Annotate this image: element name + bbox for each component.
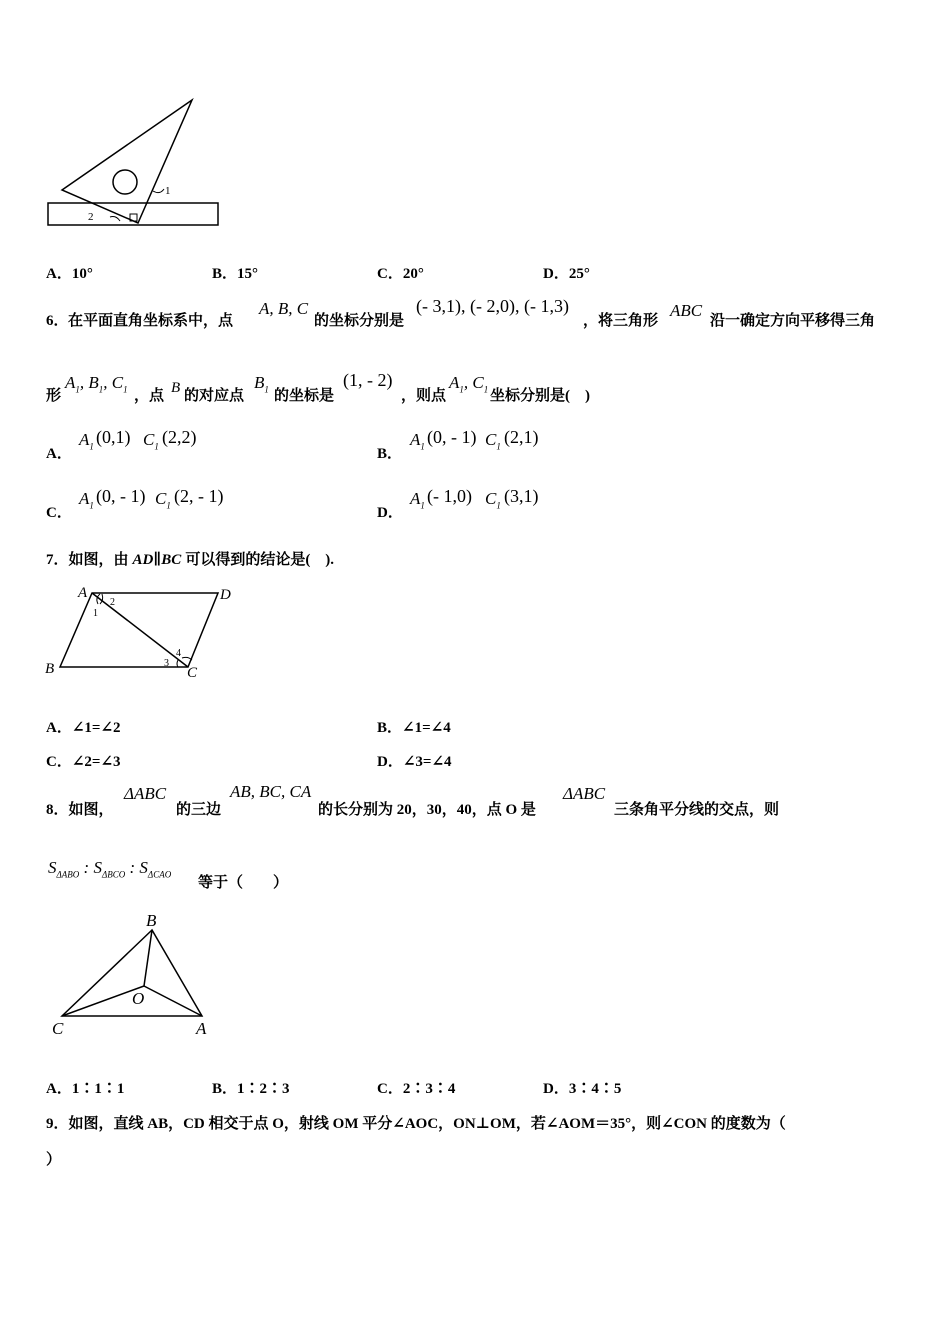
q8-option-a[interactable]: A．1∶1∶1 bbox=[46, 1081, 125, 1097]
point-o-label: O bbox=[132, 989, 145, 1008]
vertex-a-label: A bbox=[196, 1019, 207, 1038]
q5-option-a[interactable]: A．10° bbox=[46, 266, 93, 282]
q6-option-a[interactable]: A． $A_1$ (0,1) $C_1$ (2,2) bbox=[46, 427, 197, 462]
q5-option-d[interactable]: D．25° bbox=[543, 266, 590, 282]
q8-figure bbox=[40, 912, 230, 1042]
q6-option-d[interactable]: D． $A_1$ (- 1,0) $C_1$ (3,1) bbox=[377, 486, 539, 521]
angle-2-arc bbox=[110, 217, 120, 222]
angle-1-label: 1 bbox=[93, 608, 98, 619]
vertex-b-label: B bbox=[146, 912, 157, 930]
segment-ob bbox=[144, 930, 152, 986]
q8-option-b[interactable]: B．1∶2∶3 bbox=[212, 1081, 290, 1097]
q8-option-c[interactable]: C．2∶3∶4 bbox=[377, 1081, 456, 1097]
vertex-b-label: B bbox=[45, 661, 55, 677]
angle-2-label: 2 bbox=[88, 211, 94, 223]
diagonal-ac bbox=[92, 593, 188, 667]
q6-stem-line2: 形 $A_1$, $B_1$, $C_1$ ，点 B 的对应点 $B_1$ 的坐标是 (1, - 2) ，则点 $A_1$, $C_1$ 坐标分别是( ) bbox=[46, 370, 590, 404]
triangle-hole bbox=[113, 170, 137, 194]
q8-stem-line2: $S_{\Delta ABO}$ : $S_{\Delta BCO}$ : $S_{\Delta CAO}$ 等于（ ） bbox=[48, 858, 289, 891]
vertex-d-label: D bbox=[220, 587, 231, 603]
q7-figure bbox=[40, 580, 240, 685]
q7-option-b[interactable]: B．∠1=∠4 bbox=[377, 720, 451, 736]
angle-1-label: 1 bbox=[165, 185, 171, 197]
angle-3-arc bbox=[177, 660, 178, 667]
q7-option-d[interactable]: D．∠3=∠4 bbox=[377, 754, 452, 770]
q6-option-b[interactable]: B． $A_1$ (0, - 1) $C_1$ (2,1) bbox=[377, 427, 539, 462]
q8-option-d[interactable]: D．3∶4∶5 bbox=[543, 1081, 622, 1097]
angle-2-label: 2 bbox=[110, 597, 115, 608]
q7-stem: 7．如图，由 AD∥BC 可以得到的结论是( ). bbox=[46, 552, 335, 568]
q5-option-b[interactable]: B．15° bbox=[212, 266, 259, 282]
q8-stem-line1: 8．如图， ΔABC 的三边 AB, BC, CA 的长分别为 20，30，40，点 O 是 ΔABC 三条角平分线的交点，则 bbox=[46, 782, 780, 818]
vertex-c-label: C bbox=[52, 1019, 64, 1038]
vertex-c-label: C bbox=[187, 665, 198, 681]
angle-3-label: 3 bbox=[164, 658, 169, 669]
q7-option-c[interactable]: C．∠2=∠3 bbox=[46, 754, 121, 770]
q6-option-c[interactable]: C． $A_1$ (0, - 1) $C_1$ (2, - 1) bbox=[46, 486, 224, 521]
angle-4-label: 4 bbox=[176, 648, 181, 659]
triangle-ruler bbox=[62, 100, 192, 223]
q5-option-c[interactable]: C．20° bbox=[377, 266, 424, 282]
q9-stem-line1: 9．如图，直线 AB，CD 相交于点 O，射线 OM 平分∠AOC，ON⊥OM，若∠AOM＝35°，则∠CON 的度数为（ bbox=[46, 1116, 786, 1132]
q5-figure bbox=[40, 95, 230, 235]
angle-1-arc bbox=[153, 189, 164, 193]
q9-stem-line2: ） bbox=[46, 1152, 62, 1168]
q7-option-a[interactable]: A．∠1=∠2 bbox=[46, 720, 121, 736]
vertex-a-label: A bbox=[78, 585, 88, 601]
